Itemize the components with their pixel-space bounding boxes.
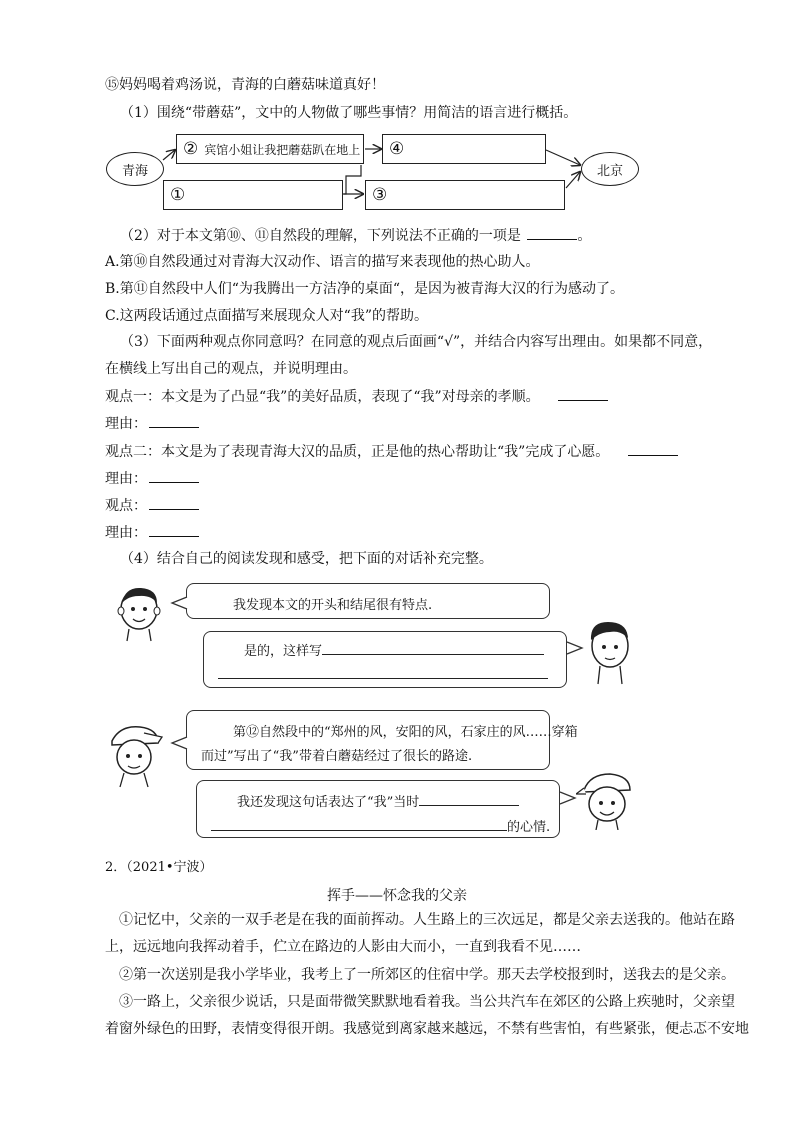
bubble-3-tail [170,735,190,751]
arrow-box4-to-beijing [546,150,580,165]
question-4-prompt: （4）结合自己的阅读发现和感受，把下面的对话补充完整。 [120,551,493,567]
check-blank-view-2[interactable] [628,441,678,456]
boy-2-illustration [580,616,640,686]
reason-1-blank[interactable] [149,413,199,428]
question-3-prompt-1: （3）下面两种观点你同意吗？在同意的观点后面画“√”，并结合内容写出理由。如果都不同意， [120,334,713,350]
boy-4-illustration [576,770,638,830]
answer-line-b4-2[interactable] [211,817,507,831]
boy-3-illustration [106,723,166,789]
option-a: A.第⑩自然段通过对青海大汉动作、语言的描写来表现他的热心助人。 [105,254,540,270]
reason-2-blank[interactable] [149,468,199,483]
option-c: C.这两段话通过点面描写来展现众人对“我”的帮助。 [105,308,428,324]
article-paragraph-1: ①记忆中，父亲的一双手老是在我的面前挥动。人生路上的三次远足，都是父亲去送我的。他站在路 上，远远地向我挥动着手，伫立在路边的人影由大而小，一直到我看不见…… [105,912,735,955]
end-node-beijing: 北京 [581,152,639,186]
question-2-label: 2．（2021•宁波） [105,860,213,875]
answer-line-b2-2[interactable] [218,665,548,679]
question-2-prompt: （2）对于本文第⑩、⑪自然段的理解，下列说法不正确的一项是 。 [120,225,591,246]
bubble-1-tail [170,595,190,611]
start-node-qinghai: 青海 [106,152,164,186]
check-blank-view-1[interactable] [558,386,608,401]
answer-blank-q2[interactable] [527,225,577,240]
connector-box2-box1 [342,165,361,194]
arrow-box3-to-beijing [566,172,580,188]
paragraph-15: ⑮妈妈喝着鸡汤说，青海的白蘑菇味道真好！ [105,77,385,93]
flow-box-4[interactable]: ④ [382,134,546,164]
view-3-blank[interactable] [149,495,199,510]
reason-2: 理由： [105,468,199,489]
answer-line-b4-1[interactable] [419,792,519,806]
view-2: 观点二：本文是为了表现青海大汉的品质，正是他的热心帮助让“我”完成了心愿。 [105,441,678,462]
question-3-prompt-2: 在横线上写出自己的观点，并说明理由。 [105,361,357,377]
speech-bubble-3: 第⑫自然段中的“郑州的风，安阳的风，石家庄的风……穿箱 而过”写出了“我”带着白蘑菇经过了很长的路途. [186,710,550,770]
article-title: 挥手——怀念我的父亲 [327,888,467,904]
flow-box-1[interactable]: ① [163,180,343,210]
reason-1: 理由： [105,413,199,434]
answer-line-b2-1[interactable] [322,641,544,655]
flow-box-3[interactable]: ③ [365,180,565,210]
reason-3: 理由： [105,522,199,543]
option-b: B.第⑪自然段中人们“为我腾出一方洁净的桌面“，是因为被青海大汉的行为感动了。 [105,281,625,297]
reason-3-blank[interactable] [149,522,199,537]
flow-box-2: ② 宾馆小姐让我把蘑菇趴在地上 [176,134,364,164]
article-paragraph-2: ②第一次送别是我小学毕业，我考上了一所郊区的住宿中学。那天去学校报到时，送我去的是父亲。 [119,967,735,983]
speech-bubble-1: 我发现本文的开头和结尾很有特点. [186,583,550,619]
view-3: 观点： [105,495,199,516]
speech-bubble-4: 我还发现这句话表达了“我”当时 的心情. [196,780,560,838]
boy-1-illustration [113,583,173,643]
bubble-4-tail [558,790,578,806]
question-1-prompt: （1）围绕“带蘑菇”，文中的人物做了哪些事情？用简洁的语言进行概括。 [120,105,578,121]
view-1: 观点一：本文是为了凸显“我”的美好品质，表现了“我”对母亲的孝顺。 [105,386,608,407]
speech-bubble-2: 是的，这样写 [203,631,567,688]
arrow-qinghai-to-box2 [163,150,175,160]
article-paragraph-3: ③一路上，父亲很少说话，只是面带微笑默默地看着我。当公共汽车在郊区的公路上疾驰时，父亲望 着窗外绿色的田野，表情变得很开朗。我感觉到离家越来越远，不禁有些害怕，有些紧张，便忐忑不安地 [105,994,749,1037]
